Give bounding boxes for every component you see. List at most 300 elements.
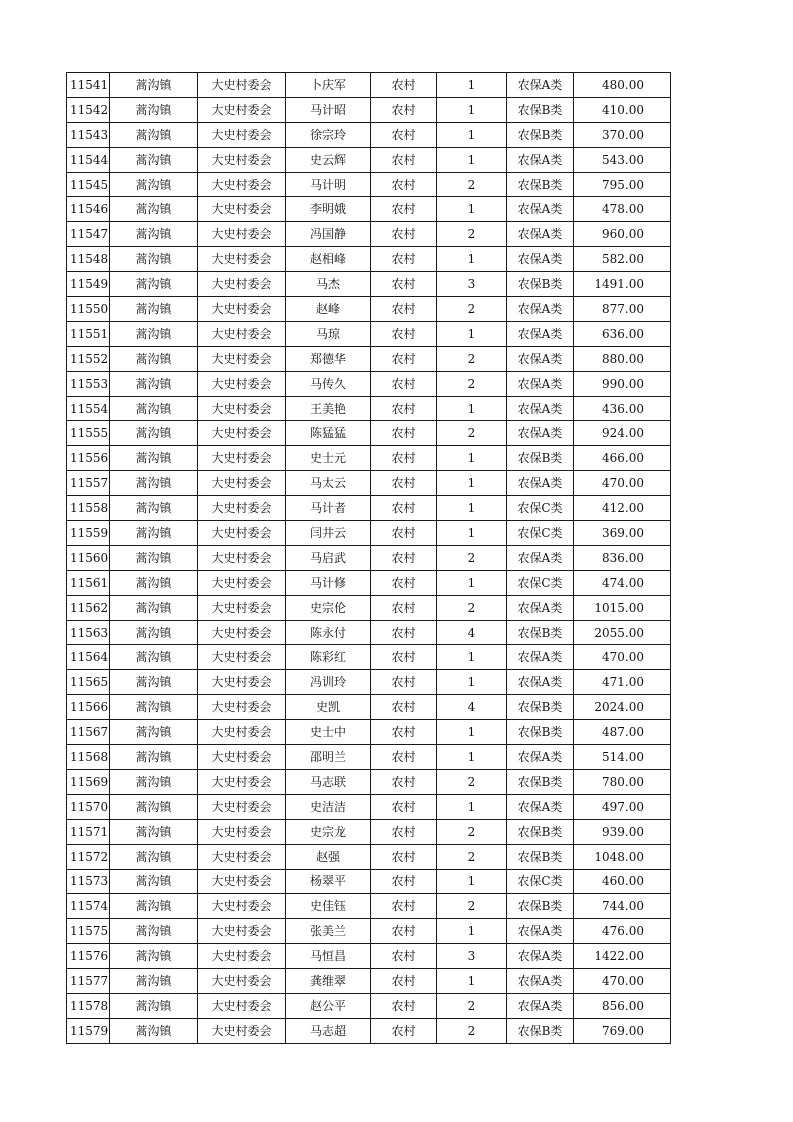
amount-cell: 480.00 (574, 73, 671, 98)
town-cell: 蒿沟镇 (110, 421, 198, 446)
village-committee-cell: 大史村委会 (198, 97, 286, 122)
village-committee-cell: 大史村委会 (198, 371, 286, 396)
table-row (67, 97, 671, 122)
row-id-cell: 11554 (67, 396, 110, 421)
category-cell: 农保A类 (507, 396, 574, 421)
row-id-cell: 11560 (67, 545, 110, 570)
village-committee-cell: 大史村委会 (198, 620, 286, 645)
name-cell: 闫井云 (286, 521, 371, 546)
category-cell: 农保A类 (507, 545, 574, 570)
household-type-cell: 农村 (371, 371, 437, 396)
village-committee-cell: 大史村委会 (198, 819, 286, 844)
amount-cell: 470.00 (574, 969, 671, 994)
name-cell: 马计修 (286, 570, 371, 595)
person-count-cell: 1 (437, 247, 507, 272)
amount-cell: 880.00 (574, 346, 671, 371)
category-cell: 农保B类 (507, 720, 574, 745)
table-row (67, 346, 671, 371)
amount-cell: 2024.00 (574, 695, 671, 720)
name-cell: 龚维翠 (286, 969, 371, 994)
person-count-cell: 1 (437, 794, 507, 819)
person-count-cell: 3 (437, 272, 507, 297)
village-committee-cell: 大史村委会 (198, 297, 286, 322)
household-type-cell: 农村 (371, 570, 437, 595)
town-cell: 蒿沟镇 (110, 720, 198, 745)
household-type-cell: 农村 (371, 97, 437, 122)
row-id-cell: 11561 (67, 570, 110, 595)
village-committee-cell: 大史村委会 (198, 247, 286, 272)
household-type-cell: 农村 (371, 769, 437, 794)
table-row (67, 670, 671, 695)
name-cell: 史宗伦 (286, 595, 371, 620)
name-cell: 史凯 (286, 695, 371, 720)
town-cell: 蒿沟镇 (110, 620, 198, 645)
village-committee-cell: 大史村委会 (198, 222, 286, 247)
village-committee-cell: 大史村委会 (198, 122, 286, 147)
table-row (67, 122, 671, 147)
town-cell: 蒿沟镇 (110, 122, 198, 147)
name-cell: 张美兰 (286, 919, 371, 944)
household-type-cell: 农村 (371, 272, 437, 297)
category-cell: 农保A类 (507, 670, 574, 695)
table-row (67, 446, 671, 471)
name-cell: 郑德华 (286, 346, 371, 371)
category-cell: 农保B类 (507, 446, 574, 471)
amount-cell: 2055.00 (574, 620, 671, 645)
town-cell: 蒿沟镇 (110, 321, 198, 346)
table-row (67, 969, 671, 994)
person-count-cell: 1 (437, 720, 507, 745)
row-id-cell: 11555 (67, 421, 110, 446)
town-cell: 蒿沟镇 (110, 371, 198, 396)
person-count-cell: 1 (437, 919, 507, 944)
person-count-cell: 1 (437, 147, 507, 172)
town-cell: 蒿沟镇 (110, 272, 198, 297)
village-committee-cell: 大史村委会 (198, 521, 286, 546)
table-row (67, 645, 671, 670)
amount-cell: 636.00 (574, 321, 671, 346)
village-committee-cell: 大史村委会 (198, 197, 286, 222)
row-id-cell: 11553 (67, 371, 110, 396)
table-row (67, 545, 671, 570)
village-committee-cell: 大史村委会 (198, 944, 286, 969)
village-committee-cell: 大史村委会 (198, 346, 286, 371)
table-row (67, 944, 671, 969)
name-cell: 冯训玲 (286, 670, 371, 695)
category-cell: 农保B类 (507, 695, 574, 720)
category-cell: 农保B类 (507, 122, 574, 147)
category-cell: 农保A类 (507, 969, 574, 994)
village-committee-cell: 大史村委会 (198, 993, 286, 1018)
table-row (67, 769, 671, 794)
town-cell: 蒿沟镇 (110, 73, 198, 98)
amount-cell: 487.00 (574, 720, 671, 745)
category-cell: 农保A类 (507, 147, 574, 172)
amount-cell: 856.00 (574, 993, 671, 1018)
village-committee-cell: 大史村委会 (198, 396, 286, 421)
name-cell: 史士中 (286, 720, 371, 745)
village-committee-cell: 大史村委会 (198, 919, 286, 944)
amount-cell: 471.00 (574, 670, 671, 695)
village-committee-cell: 大史村委会 (198, 695, 286, 720)
name-cell: 冯国静 (286, 222, 371, 247)
household-type-cell: 农村 (371, 172, 437, 197)
category-cell: 农保A类 (507, 371, 574, 396)
row-id-cell: 11559 (67, 521, 110, 546)
village-committee-cell: 大史村委会 (198, 570, 286, 595)
category-cell: 农保A类 (507, 346, 574, 371)
household-type-cell: 农村 (371, 869, 437, 894)
household-type-cell: 农村 (371, 222, 437, 247)
household-type-cell: 农村 (371, 471, 437, 496)
amount-cell: 939.00 (574, 819, 671, 844)
row-id-cell: 11566 (67, 695, 110, 720)
category-cell: 农保A类 (507, 321, 574, 346)
table-row (67, 521, 671, 546)
row-id-cell: 11548 (67, 247, 110, 272)
name-cell: 赵强 (286, 844, 371, 869)
village-committee-cell: 大史村委会 (198, 969, 286, 994)
town-cell: 蒿沟镇 (110, 993, 198, 1018)
village-committee-cell: 大史村委会 (198, 147, 286, 172)
village-committee-cell: 大史村委会 (198, 595, 286, 620)
village-committee-cell: 大史村委会 (198, 1018, 286, 1043)
person-count-cell: 2 (437, 1018, 507, 1043)
person-count-cell: 1 (437, 496, 507, 521)
village-committee-cell: 大史村委会 (198, 421, 286, 446)
name-cell: 赵相峰 (286, 247, 371, 272)
village-committee-cell: 大史村委会 (198, 272, 286, 297)
amount-cell: 836.00 (574, 545, 671, 570)
person-count-cell: 1 (437, 122, 507, 147)
town-cell: 蒿沟镇 (110, 346, 198, 371)
category-cell: 农保B类 (507, 1018, 574, 1043)
category-cell: 农保A类 (507, 944, 574, 969)
row-id-cell: 11552 (67, 346, 110, 371)
town-cell: 蒿沟镇 (110, 844, 198, 869)
category-cell: 农保A类 (507, 993, 574, 1018)
person-count-cell: 4 (437, 695, 507, 720)
name-cell: 史云辉 (286, 147, 371, 172)
category-cell: 农保A类 (507, 471, 574, 496)
town-cell: 蒿沟镇 (110, 869, 198, 894)
household-type-cell: 农村 (371, 645, 437, 670)
amount-cell: 780.00 (574, 769, 671, 794)
village-committee-cell: 大史村委会 (198, 670, 286, 695)
village-committee-cell: 大史村委会 (198, 894, 286, 919)
category-cell: 农保B类 (507, 769, 574, 794)
person-count-cell: 2 (437, 222, 507, 247)
category-cell: 农保B类 (507, 894, 574, 919)
town-cell: 蒿沟镇 (110, 222, 198, 247)
row-id-cell: 11551 (67, 321, 110, 346)
table-row (67, 321, 671, 346)
category-cell: 农保B类 (507, 172, 574, 197)
name-cell: 马琼 (286, 321, 371, 346)
amount-cell: 497.00 (574, 794, 671, 819)
amount-cell: 1422.00 (574, 944, 671, 969)
town-cell: 蒿沟镇 (110, 794, 198, 819)
table-row (67, 844, 671, 869)
person-count-cell: 1 (437, 645, 507, 670)
category-cell: 农保A类 (507, 794, 574, 819)
table-row (67, 794, 671, 819)
row-id-cell: 11542 (67, 97, 110, 122)
row-id-cell: 11549 (67, 272, 110, 297)
name-cell: 马杰 (286, 272, 371, 297)
amount-cell: 474.00 (574, 570, 671, 595)
person-count-cell: 2 (437, 819, 507, 844)
row-id-cell: 11567 (67, 720, 110, 745)
person-count-cell: 1 (437, 570, 507, 595)
amount-cell: 582.00 (574, 247, 671, 272)
amount-cell: 466.00 (574, 446, 671, 471)
table-row (67, 421, 671, 446)
town-cell: 蒿沟镇 (110, 819, 198, 844)
category-cell: 农保A类 (507, 645, 574, 670)
town-cell: 蒿沟镇 (110, 695, 198, 720)
household-type-cell: 农村 (371, 496, 437, 521)
table-row (67, 1018, 671, 1043)
person-count-cell: 2 (437, 545, 507, 570)
category-cell: 农保A类 (507, 222, 574, 247)
town-cell: 蒿沟镇 (110, 769, 198, 794)
amount-cell: 924.00 (574, 421, 671, 446)
name-cell: 王美艳 (286, 396, 371, 421)
table-row (67, 197, 671, 222)
category-cell: 农保B类 (507, 844, 574, 869)
town-cell: 蒿沟镇 (110, 944, 198, 969)
household-type-cell: 农村 (371, 421, 437, 446)
village-committee-cell: 大史村委会 (198, 496, 286, 521)
name-cell: 马志超 (286, 1018, 371, 1043)
household-type-cell: 农村 (371, 1018, 437, 1043)
table-row (67, 371, 671, 396)
amount-cell: 543.00 (574, 147, 671, 172)
category-cell: 农保C类 (507, 869, 574, 894)
name-cell: 陈永付 (286, 620, 371, 645)
person-count-cell: 2 (437, 993, 507, 1018)
household-type-cell: 农村 (371, 73, 437, 98)
name-cell: 卜庆军 (286, 73, 371, 98)
person-count-cell: 1 (437, 446, 507, 471)
household-type-cell: 农村 (371, 346, 437, 371)
household-type-cell: 农村 (371, 695, 437, 720)
household-type-cell: 农村 (371, 321, 437, 346)
table-row (67, 471, 671, 496)
name-cell: 马志联 (286, 769, 371, 794)
person-count-cell: 1 (437, 97, 507, 122)
category-cell: 农保B类 (507, 620, 574, 645)
row-id-cell: 11568 (67, 745, 110, 770)
amount-cell: 877.00 (574, 297, 671, 322)
household-type-cell: 农村 (371, 919, 437, 944)
name-cell: 李明娥 (286, 197, 371, 222)
category-cell: 农保C类 (507, 496, 574, 521)
person-count-cell: 2 (437, 346, 507, 371)
household-type-cell: 农村 (371, 396, 437, 421)
household-type-cell: 农村 (371, 944, 437, 969)
amount-cell: 410.00 (574, 97, 671, 122)
town-cell: 蒿沟镇 (110, 471, 198, 496)
row-id-cell: 11570 (67, 794, 110, 819)
table-row (67, 869, 671, 894)
category-cell: 农保A类 (507, 247, 574, 272)
village-committee-cell: 大史村委会 (198, 844, 286, 869)
person-count-cell: 2 (437, 421, 507, 446)
row-id-cell: 11546 (67, 197, 110, 222)
name-cell: 马太云 (286, 471, 371, 496)
village-committee-cell: 大史村委会 (198, 745, 286, 770)
town-cell: 蒿沟镇 (110, 297, 198, 322)
table-row (67, 894, 671, 919)
category-cell: 农保A类 (507, 919, 574, 944)
household-type-cell: 农村 (371, 247, 437, 272)
category-cell: 农保B类 (507, 97, 574, 122)
town-cell: 蒿沟镇 (110, 919, 198, 944)
town-cell: 蒿沟镇 (110, 545, 198, 570)
name-cell: 史洁洁 (286, 794, 371, 819)
table-row (67, 620, 671, 645)
name-cell: 徐宗玲 (286, 122, 371, 147)
town-cell: 蒿沟镇 (110, 1018, 198, 1043)
person-count-cell: 2 (437, 371, 507, 396)
row-id-cell: 11574 (67, 894, 110, 919)
town-cell: 蒿沟镇 (110, 496, 198, 521)
name-cell: 马计昭 (286, 97, 371, 122)
person-count-cell: 2 (437, 894, 507, 919)
village-committee-cell: 大史村委会 (198, 446, 286, 471)
household-type-cell: 农村 (371, 545, 437, 570)
row-id-cell: 11569 (67, 769, 110, 794)
amount-cell: 369.00 (574, 521, 671, 546)
table-row (67, 222, 671, 247)
town-cell: 蒿沟镇 (110, 446, 198, 471)
person-count-cell: 1 (437, 396, 507, 421)
person-count-cell: 1 (437, 197, 507, 222)
table-row (67, 147, 671, 172)
category-cell: 农保C类 (507, 521, 574, 546)
name-cell: 陈猛猛 (286, 421, 371, 446)
person-count-cell: 2 (437, 297, 507, 322)
town-cell: 蒿沟镇 (110, 670, 198, 695)
table-row (67, 595, 671, 620)
household-type-cell: 农村 (371, 297, 437, 322)
household-type-cell: 农村 (371, 147, 437, 172)
amount-cell: 412.00 (574, 496, 671, 521)
person-count-cell: 2 (437, 769, 507, 794)
row-id-cell: 11576 (67, 944, 110, 969)
table-row (67, 396, 671, 421)
name-cell: 史佳钰 (286, 894, 371, 919)
town-cell: 蒿沟镇 (110, 969, 198, 994)
town-cell: 蒿沟镇 (110, 147, 198, 172)
beneficiary-table (66, 72, 671, 1044)
row-id-cell: 11544 (67, 147, 110, 172)
name-cell: 陈彩红 (286, 645, 371, 670)
amount-cell: 1491.00 (574, 272, 671, 297)
row-id-cell: 11563 (67, 620, 110, 645)
row-id-cell: 11558 (67, 496, 110, 521)
name-cell: 马计者 (286, 496, 371, 521)
household-type-cell: 农村 (371, 670, 437, 695)
amount-cell: 460.00 (574, 869, 671, 894)
person-count-cell: 1 (437, 521, 507, 546)
name-cell: 史宗龙 (286, 819, 371, 844)
row-id-cell: 11541 (67, 73, 110, 98)
amount-cell: 960.00 (574, 222, 671, 247)
village-committee-cell: 大史村委会 (198, 471, 286, 496)
row-id-cell: 11578 (67, 993, 110, 1018)
row-id-cell: 11579 (67, 1018, 110, 1043)
category-cell: 农保A类 (507, 297, 574, 322)
village-committee-cell: 大史村委会 (198, 794, 286, 819)
name-cell: 赵峰 (286, 297, 371, 322)
town-cell: 蒿沟镇 (110, 396, 198, 421)
village-committee-cell: 大史村委会 (198, 172, 286, 197)
person-count-cell: 2 (437, 172, 507, 197)
town-cell: 蒿沟镇 (110, 197, 198, 222)
category-cell: 农保B类 (507, 819, 574, 844)
table-body (67, 73, 671, 1044)
table-row (67, 570, 671, 595)
name-cell: 马传久 (286, 371, 371, 396)
person-count-cell: 1 (437, 321, 507, 346)
person-count-cell: 4 (437, 620, 507, 645)
table-row (67, 993, 671, 1018)
category-cell: 农保B类 (507, 272, 574, 297)
category-cell: 农保A类 (507, 73, 574, 98)
household-type-cell: 农村 (371, 197, 437, 222)
village-committee-cell: 大史村委会 (198, 869, 286, 894)
village-committee-cell: 大史村委会 (198, 321, 286, 346)
name-cell: 杨翠平 (286, 869, 371, 894)
row-id-cell: 11557 (67, 471, 110, 496)
household-type-cell: 农村 (371, 122, 437, 147)
amount-cell: 990.00 (574, 371, 671, 396)
town-cell: 蒿沟镇 (110, 172, 198, 197)
amount-cell: 744.00 (574, 894, 671, 919)
household-type-cell: 农村 (371, 819, 437, 844)
amount-cell: 478.00 (574, 197, 671, 222)
table-row (67, 73, 671, 98)
person-count-cell: 1 (437, 745, 507, 770)
household-type-cell: 农村 (371, 794, 437, 819)
table-row (67, 919, 671, 944)
table-row (67, 247, 671, 272)
person-count-cell: 1 (437, 969, 507, 994)
person-count-cell: 1 (437, 471, 507, 496)
village-committee-cell: 大史村委会 (198, 645, 286, 670)
person-count-cell: 1 (437, 670, 507, 695)
name-cell: 邵明兰 (286, 745, 371, 770)
row-id-cell: 11543 (67, 122, 110, 147)
row-id-cell: 11564 (67, 645, 110, 670)
table-row (67, 695, 671, 720)
amount-cell: 436.00 (574, 396, 671, 421)
household-type-cell: 农村 (371, 446, 437, 471)
household-type-cell: 农村 (371, 521, 437, 546)
household-type-cell: 农村 (371, 969, 437, 994)
row-id-cell: 11562 (67, 595, 110, 620)
household-type-cell: 农村 (371, 745, 437, 770)
table-row (67, 172, 671, 197)
household-type-cell: 农村 (371, 720, 437, 745)
amount-cell: 514.00 (574, 745, 671, 770)
table-row (67, 745, 671, 770)
village-committee-cell: 大史村委会 (198, 769, 286, 794)
category-cell: 农保A类 (507, 595, 574, 620)
